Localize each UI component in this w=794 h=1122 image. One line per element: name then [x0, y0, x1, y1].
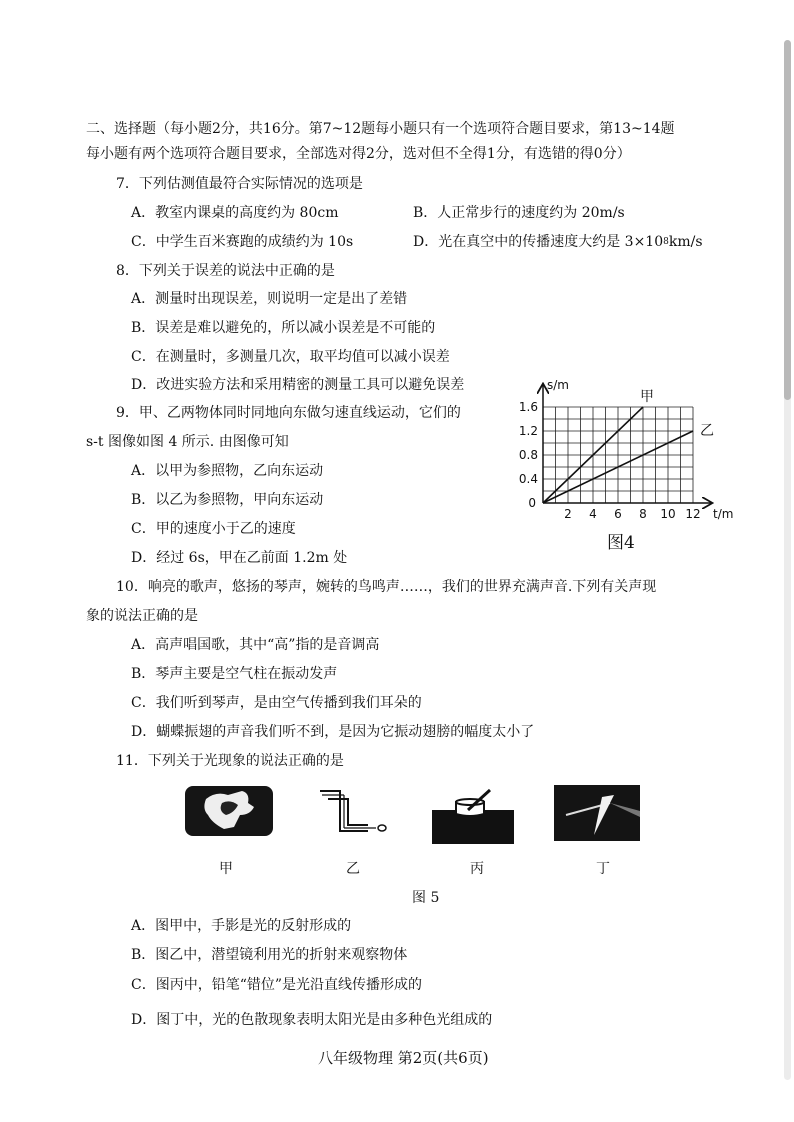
q8-option-d: D．改进实验方法和采用精密的测量工具可以避免误差	[131, 377, 465, 393]
x-tick-label: 4	[589, 507, 597, 521]
chart-grid	[543, 407, 693, 503]
q7-stem: 7．下列估测值最符合实际情况的选项是	[116, 176, 363, 192]
section-heading-line1: 二、选择题（每小题2分，共16分。第7~12题每小题只有一个选项符合题目要求，第13~14题	[86, 121, 675, 137]
origin-label: 0	[528, 496, 536, 510]
q10-option-c: C．我们听到琴声，是由空气传播到我们耳朵的	[131, 695, 422, 711]
q7-option-d	[413, 233, 703, 251]
q11-stem: 11．下列关于光现象的说法正确的是	[116, 753, 344, 769]
q10-option-b: B．琴声主要是空气柱在振动发声	[131, 666, 338, 682]
q9-option-d: D．经过 6s，甲在乙前面 1.2m 处	[131, 550, 348, 566]
x-axis-label: t/m	[713, 507, 734, 521]
q10-option-a: A．高声唱国歌，其中“高”指的是音调高	[131, 637, 380, 653]
figure4-caption: 图4	[607, 533, 635, 553]
q8-option-c: C．在测量时，多测量几次，取平均值可以减小误差	[131, 349, 450, 365]
x-tick-label: 8	[639, 507, 647, 521]
q9-option-b: B．以乙为参照物，甲向东运动	[131, 492, 324, 508]
y-tick-label: 0.4	[518, 472, 538, 486]
q7-option-d-main: D．光在真空中的传播速度大约是 3×10	[413, 234, 664, 250]
figure4-st-chart	[515, 375, 734, 550]
y-axis-label: s/m	[547, 378, 569, 392]
figure5-label-jia: 甲	[219, 861, 233, 877]
figure5-jia-hand-shadow-image	[184, 785, 274, 837]
x-tick-label: 10	[660, 507, 676, 521]
scrollbar-thumb[interactable]	[784, 40, 791, 400]
x-tick-label: 12	[685, 507, 701, 521]
q11-option-d: D．图丁中，光的色散现象表明太阳光是由多种色光组成的	[131, 1012, 493, 1028]
q9-stem-line1: 9．甲、乙两物体同时同地向东做匀速直线运动，它们的	[116, 405, 461, 421]
x-tick-label: 2	[564, 507, 572, 521]
y-tick-label: 1.2	[518, 424, 538, 438]
scrollbar[interactable]	[784, 40, 791, 1080]
figure5-ding-prism-dispersion-image	[554, 785, 640, 841]
q11-option-a: A．图甲中，手影是光的反射形成的	[131, 918, 352, 934]
figure5-label-bing: 丙	[470, 861, 484, 877]
page-footer: 八年级物理 第2页(共6页)	[318, 1049, 489, 1067]
q11-option-b: B．图乙中，潜望镜利用光的折射来观察物体	[131, 947, 408, 963]
figure5-label-yi: 乙	[346, 861, 360, 877]
figure5-label-ding: 丁	[596, 861, 610, 877]
q9-stem-line2: s-t 图像如图 4 所示. 由图像可知	[86, 434, 289, 450]
q7-option-b: B．人正常步行的速度约为 20m/s	[413, 205, 625, 221]
figure5-caption: 图 5	[412, 890, 440, 906]
figure5-bing-pencil-in-water-image	[432, 788, 514, 844]
figure5-yi-periscope-image	[316, 787, 396, 839]
section-heading-line2: 每小题有两个选项符合题目要求，全部选对得2分，选对但不全得1分，有选错的得0分）	[86, 146, 631, 162]
q10-stem-line2: 象的说法正确的是	[86, 608, 198, 624]
q10-stem-line1: 10．响亮的歌声，悠扬的琴声，婉转的鸟鸣声……，我们的世界充满声音.下列有关声现	[116, 579, 657, 595]
q7-option-a: A．教室内课桌的高度约为 80cm	[131, 205, 339, 221]
y-tick-label: 1.6	[518, 400, 538, 414]
q9-option-a: A．以甲为参照物，乙向东运动	[131, 463, 324, 479]
q8-stem: 8．下列关于误差的说法中正确的是	[116, 263, 335, 279]
q11-option-c: C．图丙中，铅笔“错位”是光沿直线传播形成的	[131, 977, 423, 993]
y-tick-label: 0.8	[518, 448, 538, 462]
q7-option-d-unit: km/s	[668, 234, 703, 250]
q7-option-d-exponent: 8	[663, 237, 669, 247]
q9-option-c: C．甲的速度小于乙的速度	[131, 521, 296, 537]
series-label-yi: 乙	[700, 423, 714, 439]
q8-option-a: A．测量时出现误差，则说明一定是出了差错	[131, 291, 408, 307]
q7-option-c: C．中学生百米赛跑的成绩约为 10s	[131, 234, 354, 250]
x-tick-label: 6	[614, 507, 622, 521]
series-label-jia: 甲	[640, 389, 654, 405]
q10-option-d: D．蝴蝶振翅的声音我们听不到，是因为它振动翅膀的幅度太小了	[131, 724, 535, 740]
q8-option-b: B．误差是难以避免的，所以减小误差是不可能的	[131, 320, 436, 336]
